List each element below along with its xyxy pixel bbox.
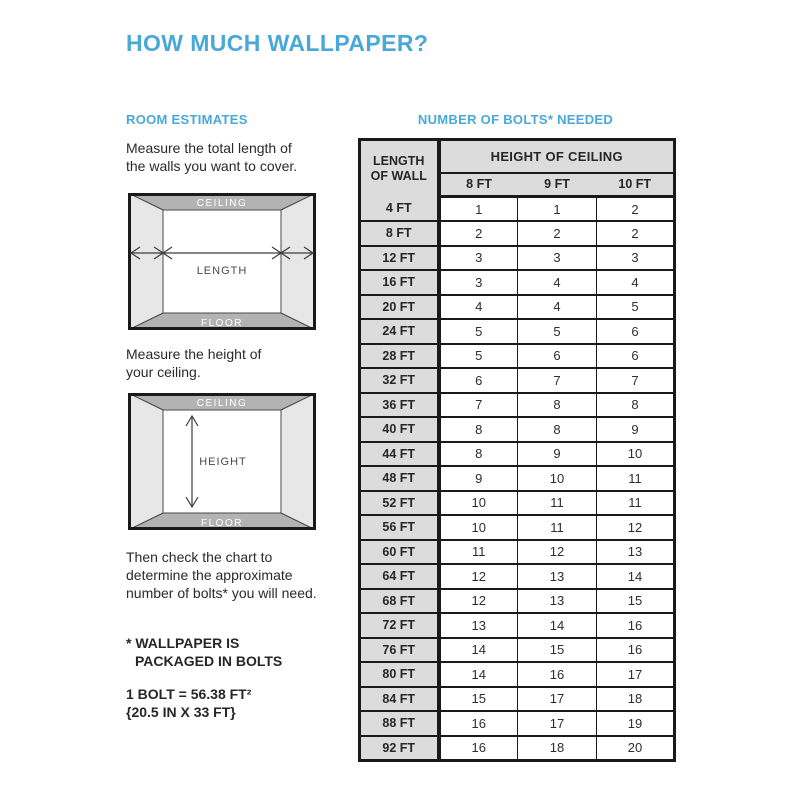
bolt-count-cell: 1 — [518, 197, 597, 222]
table-row — [360, 442, 675, 467]
length-label: LENGTH — [196, 265, 248, 277]
wall-length-cell: 80 FT — [360, 662, 439, 687]
bolt-count-cell: 6 — [439, 368, 518, 393]
note-line1: * WALLPAPER IS — [126, 635, 240, 651]
table-row — [360, 491, 675, 516]
bolt-count-cell: 11 — [518, 491, 597, 516]
instruction-chart-line2: determine the approximate — [126, 567, 293, 583]
bolt-spec — [126, 685, 251, 721]
bolt-count-cell: 5 — [597, 295, 675, 320]
bolt-count-cell: 15 — [439, 687, 518, 712]
bolt-count-cell: 11 — [597, 491, 675, 516]
table-row — [360, 417, 675, 442]
bolt-count-cell: 4 — [518, 295, 597, 320]
bolt-count-cell: 8 — [439, 417, 518, 442]
wall-length-cell: 4 FT — [360, 197, 439, 222]
bolt-count-cell: 14 — [518, 613, 597, 638]
room-length-diagram — [128, 193, 316, 330]
bolt-count-cell: 7 — [518, 368, 597, 393]
bolt-count-cell: 12 — [518, 540, 597, 565]
wall-length-cell: 8 FT — [360, 221, 439, 246]
table-row — [360, 319, 675, 344]
bolt-count-cell: 6 — [597, 344, 675, 369]
right-wall-surface — [281, 393, 316, 530]
table-row — [360, 368, 675, 393]
bolt-count-cell: 16 — [597, 638, 675, 663]
bolt-count-cell: 9 — [439, 466, 518, 491]
table-row — [360, 540, 675, 565]
bolt-count-cell: 11 — [597, 466, 675, 491]
bolt-count-cell: 4 — [518, 270, 597, 295]
bolt-count-cell: 16 — [518, 662, 597, 687]
wall-length-cell: 28 FT — [360, 344, 439, 369]
column-header-10ft: 10 FT — [597, 173, 675, 197]
table-row — [360, 466, 675, 491]
bolt-count-cell: 11 — [439, 540, 518, 565]
instruction-height — [126, 345, 261, 381]
table-row — [360, 270, 675, 295]
instruction-chart-line3: number of bolts* you will need. — [126, 585, 317, 601]
bolt-count-cell: 17 — [518, 711, 597, 736]
floor-label: FLOOR — [201, 318, 243, 329]
bolt-count-cell: 16 — [439, 711, 518, 736]
bolt-count-cell: 2 — [439, 221, 518, 246]
bolt-count-cell: 10 — [439, 515, 518, 540]
wall-length-cell: 20 FT — [360, 295, 439, 320]
bolt-count-cell: 10 — [439, 491, 518, 516]
bolt-count-cell: 8 — [597, 393, 675, 418]
bolt-count-cell: 3 — [518, 246, 597, 271]
bolt-count-cell: 13 — [518, 589, 597, 614]
bolts-table — [358, 138, 676, 762]
wall-length-cell: 12 FT — [360, 246, 439, 271]
bolt-count-cell: 1 — [439, 197, 518, 222]
bolt-count-cell: 9 — [518, 442, 597, 467]
wall-length-cell: 32 FT — [360, 368, 439, 393]
bolt-count-cell: 12 — [439, 564, 518, 589]
wall-length-cell: 76 FT — [360, 638, 439, 663]
room-height-diagram — [128, 393, 316, 530]
instruction-length — [126, 139, 297, 175]
bolt-count-cell: 6 — [597, 319, 675, 344]
instruction-length-line1: Measure the total length of — [126, 140, 292, 156]
bolt-spec-line1: 1 BOLT = 56.38 FT² — [126, 686, 252, 702]
bolt-count-cell: 17 — [518, 687, 597, 712]
wall-length-cell: 72 FT — [360, 613, 439, 638]
column-header-8ft: 8 FT — [439, 173, 518, 197]
bolt-count-cell: 13 — [518, 564, 597, 589]
table-row — [360, 662, 675, 687]
bolt-count-cell: 5 — [439, 344, 518, 369]
instruction-length-line2: the walls you want to cover. — [126, 158, 298, 174]
bolt-count-cell: 4 — [439, 295, 518, 320]
bolt-count-cell: 10 — [597, 442, 675, 467]
table-row — [360, 589, 675, 614]
column-header-9ft: 9 FT — [518, 173, 597, 197]
bolt-count-cell: 14 — [439, 638, 518, 663]
bolt-count-cell: 16 — [597, 613, 675, 638]
bolt-count-cell: 14 — [597, 564, 675, 589]
wallpaper-bolts-note — [126, 634, 282, 670]
bolt-count-cell: 12 — [439, 589, 518, 614]
height-label: HEIGHT — [199, 456, 247, 468]
ceiling-label: CEILING — [196, 398, 248, 409]
wall-length-cell: 48 FT — [360, 466, 439, 491]
bolt-count-cell: 17 — [597, 662, 675, 687]
bolt-count-cell: 2 — [597, 197, 675, 222]
room-estimates-heading: ROOM ESTIMATES — [126, 112, 248, 127]
bolt-count-cell: 16 — [439, 736, 518, 761]
table-row — [360, 393, 675, 418]
bolts-table-body — [360, 197, 675, 761]
wall-length-cell: 16 FT — [360, 270, 439, 295]
table-row — [360, 197, 675, 222]
bolt-count-cell: 7 — [439, 393, 518, 418]
table-row — [360, 295, 675, 320]
bolt-count-cell: 14 — [439, 662, 518, 687]
instruction-chart — [126, 548, 317, 602]
table-row — [360, 515, 675, 540]
bolt-count-cell: 3 — [597, 246, 675, 271]
wall-length-cell: 60 FT — [360, 540, 439, 565]
bolt-count-cell: 3 — [439, 270, 518, 295]
wall-length-cell: 68 FT — [360, 589, 439, 614]
corner-header-line1: LENGTH — [373, 153, 425, 168]
bolts-table-heading: NUMBER OF BOLTS* NEEDED — [417, 112, 614, 127]
left-wall-surface — [128, 193, 163, 330]
table-row — [360, 564, 675, 589]
wall-length-cell: 40 FT — [360, 417, 439, 442]
table-row — [360, 687, 675, 712]
table-row — [360, 613, 675, 638]
wall-length-cell: 36 FT — [360, 393, 439, 418]
bolt-count-cell: 18 — [518, 736, 597, 761]
bolt-count-cell: 12 — [597, 515, 675, 540]
table-row — [360, 246, 675, 271]
bolt-count-cell: 4 — [597, 270, 675, 295]
bolt-count-cell: 13 — [597, 540, 675, 565]
corner-header-line2: OF WALL — [370, 168, 427, 183]
bolt-count-cell: 10 — [518, 466, 597, 491]
bolt-count-cell: 5 — [518, 319, 597, 344]
wall-length-cell: 24 FT — [360, 319, 439, 344]
ceiling-label: CEILING — [196, 198, 248, 209]
bolt-count-cell: 8 — [439, 442, 518, 467]
wall-length-cell: 44 FT — [360, 442, 439, 467]
bolt-count-cell: 11 — [518, 515, 597, 540]
back-wall-surface — [163, 210, 281, 313]
wall-length-cell: 92 FT — [360, 736, 439, 761]
table-row — [360, 344, 675, 369]
bolt-spec-line2: {20.5 IN X 33 FT} — [126, 704, 236, 720]
wall-length-cell: 52 FT — [360, 491, 439, 516]
bolt-count-cell: 15 — [597, 589, 675, 614]
table-row — [360, 736, 675, 761]
bolt-count-cell: 2 — [597, 221, 675, 246]
bolt-count-cell: 15 — [518, 638, 597, 663]
group-header: HEIGHT OF CEILING — [439, 140, 675, 173]
bolt-count-cell: 13 — [439, 613, 518, 638]
bolt-count-cell: 2 — [518, 221, 597, 246]
wall-length-cell: 88 FT — [360, 711, 439, 736]
wall-length-cell: 56 FT — [360, 515, 439, 540]
corner-header — [360, 140, 439, 197]
bolt-count-cell: 8 — [518, 393, 597, 418]
instruction-chart-line1: Then check the chart to — [126, 549, 273, 565]
bolt-count-cell: 9 — [597, 417, 675, 442]
bolt-count-cell: 3 — [439, 246, 518, 271]
bolt-count-cell: 5 — [439, 319, 518, 344]
bolt-count-cell: 7 — [597, 368, 675, 393]
table-row — [360, 711, 675, 736]
bolt-count-cell: 20 — [597, 736, 675, 761]
floor-label: FLOOR — [201, 518, 243, 529]
page-title: HOW MUCH WALLPAPER? — [126, 30, 429, 56]
bolt-count-cell: 6 — [518, 344, 597, 369]
table-row — [360, 221, 675, 246]
wall-length-cell: 84 FT — [360, 687, 439, 712]
bolt-count-cell: 18 — [597, 687, 675, 712]
bolt-count-cell: 8 — [518, 417, 597, 442]
bolt-count-cell: 19 — [597, 711, 675, 736]
wall-length-cell: 64 FT — [360, 564, 439, 589]
right-wall-surface — [281, 193, 316, 330]
instruction-height-line1: Measure the height of — [126, 346, 262, 362]
left-wall-surface — [128, 393, 163, 530]
table-row — [360, 638, 675, 663]
note-line2: PACKAGED IN BOLTS — [135, 653, 283, 669]
instruction-height-line2: your ceiling. — [126, 364, 201, 380]
